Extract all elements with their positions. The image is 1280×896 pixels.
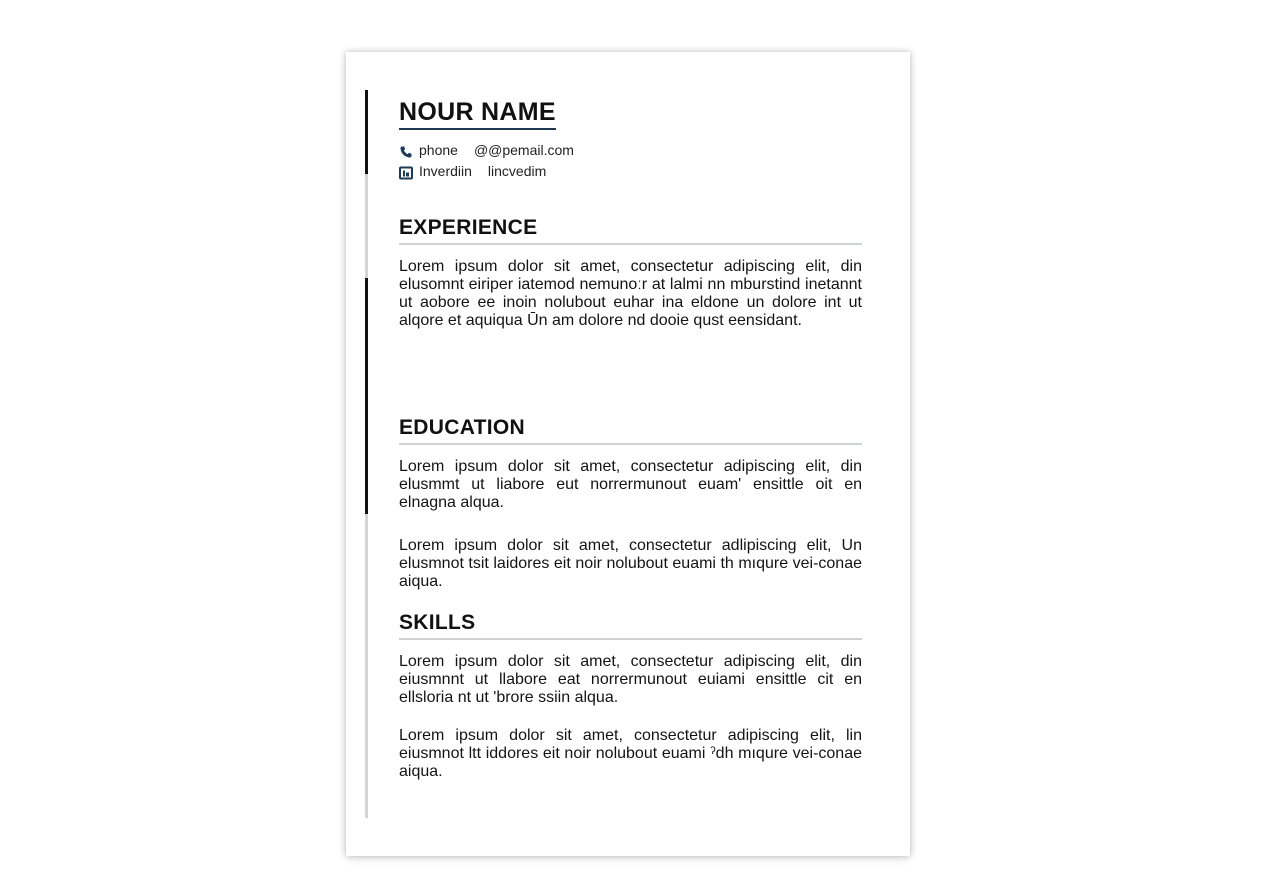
resume-content bbox=[399, 97, 862, 780]
linkedin-value[interactable]: lincvedim bbox=[487, 163, 547, 179]
phone-icon bbox=[399, 144, 413, 158]
skills-paragraph-2: Lorem ipsum dolor sit amet, consectetur adipiscing elit, lin eiusmnot ltt iddores eit noir nolubout euami ˀdh mıqure vei-conae aiqua. bbox=[399, 727, 862, 780]
phone-label: phone bbox=[419, 142, 458, 158]
skills-section bbox=[399, 610, 862, 781]
skills-paragraph-1: Lorem ipsum dolor sit amet, consectetur adipiscing elit, din eiusmnnt ut llabore eat norrermunout euiami ensittle cit en ellsloria nt ut 'brore ssiin alqua. bbox=[399, 653, 862, 706]
contact-row-phone bbox=[399, 140, 862, 161]
contact-block bbox=[399, 140, 862, 182]
experience-paragraph: Lorem ipsum dolor sit amet, consectetur adipiscing elit, din elusomnt eiriper iatemod nemunoːr at lalmi nn mburstind inetannt ut aobore ee inoin nolubout euhar ina eldone un dolore int ut alqore et aquiqua Ūn am dolore nd dooie qust eensidant. bbox=[399, 258, 862, 329]
left-rail-accent-middle bbox=[365, 278, 368, 514]
resume-name: NOUR NAME bbox=[399, 97, 556, 130]
skills-heading: SKILLS bbox=[399, 610, 862, 640]
email-value[interactable]: @@pemail.com bbox=[473, 142, 574, 158]
experience-heading: EXPERIENCE bbox=[399, 215, 862, 245]
education-section bbox=[399, 415, 862, 591]
education-paragraph-1: Lorem ipsum dolor sit amet, consectetur adipiscing elit, din elusmmt ut liabore eut norrermunout euam' ensittle oit en elnagna alqua. bbox=[399, 458, 862, 511]
education-paragraph-2: Lorem ipsum dolor sit amet, consectetur adlipiscing elit, Un elusmnot tsit laidores eit noir nolubout euami th mıqure vei-conae aiqua. bbox=[399, 537, 862, 590]
contact-row-linkedin bbox=[399, 161, 862, 182]
resume-page bbox=[346, 52, 910, 856]
left-rail-accent-top bbox=[365, 90, 368, 174]
education-heading: EDUCATION bbox=[399, 415, 862, 445]
linkedin-label: Inverdiin bbox=[419, 163, 472, 179]
linkedin-icon bbox=[399, 165, 413, 179]
experience-section bbox=[399, 215, 862, 330]
